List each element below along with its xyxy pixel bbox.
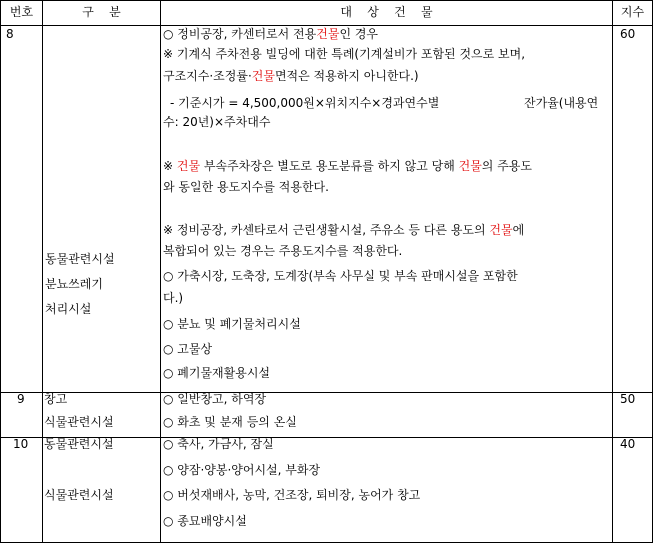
target-line: ※ 기계식 주차전용 빌딩에 대한 특례(기계설비가 포함된 것으로 보며, [163,47,526,61]
row-index-value: 40 [620,437,636,451]
row-index-value: 50 [620,392,636,406]
target-line: ○ 버섯재배사, 농막, 건조장, 퇴비장, 농어가 창고 [163,488,421,502]
target-line: ※ 정비공장, 카센타로서 근린생활시설, 주유소 등 다른 용도의 건물에 [163,223,525,237]
highlight-building: 건물 [489,223,513,237]
row-divider-9 [0,392,653,393]
category-line: 분뇨쓰레기 [45,277,103,291]
category-line: 창고 [44,392,68,406]
highlight-building: 건물 [176,159,201,173]
target-line: ○ 분뇨 및 폐기물처리시설 [163,317,301,331]
target-line: - 기준시가 = 4,500,000원×위치지수×경과연수별 [170,96,440,110]
target-line: ○ 화초 및 분재 등의 온실 [163,415,297,429]
header-no: 번호 [9,5,34,19]
target-line: 복합되어 있는 경우는 주용도지수를 적용한다. [163,244,403,258]
target-line: ○ 축사, 가금사, 잠실 [163,437,274,451]
category-line: 동물관련시설 [45,252,115,266]
target-line: ○ 고물상 [163,342,213,356]
header-target: 대 상 건 물 [340,5,433,19]
target-line: ○ 종묘배양시설 [163,514,247,528]
row-number: 8 [6,27,14,41]
table-left-border [0,0,1,543]
target-line: 와 동일한 용도지수를 적용한다. [163,180,329,194]
highlight-building: 건물 [251,69,275,83]
row-index-value: 60 [620,27,636,41]
category-line: 식물관련시설 [44,488,114,502]
target-line: ※ 건물 부속주차장은 별도로 용도분류를 하지 않고 당해 건물의 주용도 [163,159,532,173]
target-line: 수: 20년)×주차대수 [163,115,271,129]
highlight-building: 건물 [316,27,340,41]
category-line: 처리시설 [45,302,92,316]
header-category: 구 분 [82,5,121,19]
col-divider-target [612,0,613,543]
target-line: ○ 정비공장, 카센터로서 전용건물인 경우 [163,27,379,41]
highlight-building: 건물 [458,159,482,173]
target-line: ○ 폐기물재활용시설 [163,366,271,380]
target-line: ○ 양잠·양봉·양어시설, 부화장 [163,463,321,477]
target-line: ○ 일반창고, 하역장 [163,392,267,406]
target-line: 구조지수·조정률·건물면적은 적용하지 아니한다.) [163,69,419,83]
row-number: 9 [17,392,25,406]
col-divider-no [42,0,43,543]
category-line: 식물관련시설 [44,415,114,429]
target-line: 다.) [163,291,184,305]
header-index: 지수 [620,5,645,19]
target-line: 잔가율(내용연 [524,96,599,110]
table-top-border [0,0,653,1]
target-line: ○ 가축시장, 도축장, 도계장(부속 사무실 및 부속 판매시설을 포함한 [163,269,518,283]
category-line: 동물관련시설 [44,437,114,451]
col-divider-category [160,0,161,543]
row-number: 10 [13,437,29,451]
